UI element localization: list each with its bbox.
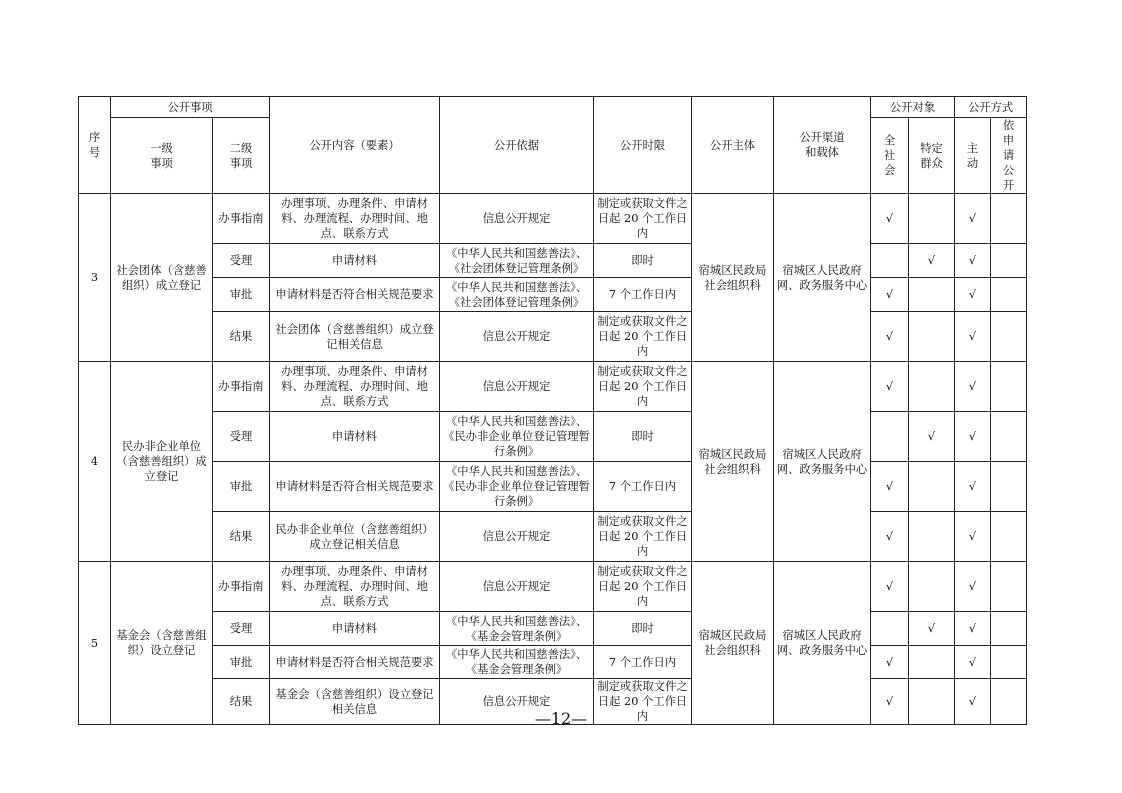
method-active-check: √ — [955, 612, 991, 646]
target-all-check: √ — [871, 679, 909, 725]
level2-item-cell: 结果 — [213, 512, 270, 562]
header-time-limit: 公开时限 — [594, 97, 692, 194]
table-row — [79, 512, 1082, 562]
table-row — [79, 194, 1082, 244]
content-cell: 办理事项、办理条件、申请材料、办理流程、办理时间、地点、联系方式 — [270, 194, 440, 244]
time-limit-cell: 即时 — [594, 244, 692, 278]
table-row — [79, 612, 1082, 646]
time-limit-cell: 即时 — [594, 412, 692, 462]
table-row — [79, 278, 1082, 312]
content-cell: 申请材料 — [270, 412, 440, 462]
target-specific-check — [909, 312, 955, 362]
time-limit-cell: 制定或获取文件之日起 20 个工作日内 — [594, 679, 692, 725]
target-specific-check: √ — [909, 412, 955, 462]
subject-cell: 宿城区民政局社会组织科 — [692, 194, 774, 362]
subject-cell: 宿城区民政局社会组织科 — [692, 362, 774, 562]
basis-cell: 信息公开规定 — [440, 562, 594, 612]
header-target: 公开对象 — [871, 97, 955, 118]
method-active-check: √ — [955, 312, 991, 362]
level2-item-cell: 审批 — [213, 278, 270, 312]
header-level1: 一级事项 — [111, 118, 213, 194]
target-specific-check — [909, 562, 955, 612]
target-all-check: √ — [871, 312, 909, 362]
header-subject: 公开主体 — [692, 97, 774, 194]
time-limit-cell: 即时 — [594, 612, 692, 646]
method-request-check — [991, 512, 1027, 562]
target-specific-check: √ — [909, 612, 955, 646]
header-method-active: 主动 — [955, 118, 991, 194]
method-active-check: √ — [955, 646, 991, 679]
basis-cell: 《中华人民共和国慈善法》、《社会团体登记管理条例》 — [440, 278, 594, 312]
seq-cell: 5 — [79, 562, 111, 725]
level2-item-cell: 结果 — [213, 679, 270, 725]
basis-cell: 《中华人民共和国慈善法》、《民办非企业单位登记管理暂行条例》 — [440, 412, 594, 462]
target-all-check: √ — [871, 278, 909, 312]
method-request-check — [991, 612, 1027, 646]
target-specific-check: √ — [909, 244, 955, 278]
target-specific-check — [909, 512, 955, 562]
method-request-check — [991, 562, 1027, 612]
table-row — [79, 646, 1082, 679]
level1-item-cell: 民办非企业单位（含慈善组织）成立登记 — [111, 362, 213, 562]
target-all-check — [871, 612, 909, 646]
target-all-check: √ — [871, 362, 909, 412]
table-row — [79, 462, 1082, 512]
method-request-check — [991, 312, 1027, 362]
method-active-check: √ — [955, 562, 991, 612]
level1-item-cell: 基金会（含慈善组织）设立登记 — [111, 562, 213, 725]
target-all-check — [871, 244, 909, 278]
method-request-check — [991, 362, 1027, 412]
basis-cell: 《中华人民共和国慈善法》、《基金会管理条例》 — [440, 612, 594, 646]
method-active-check: √ — [955, 194, 991, 244]
seq-cell: 4 — [79, 362, 111, 562]
table-row — [79, 362, 1082, 412]
target-specific-check — [909, 646, 955, 679]
level2-item-cell: 办事指南 — [213, 194, 270, 244]
channel-cell: 宿城区人民政府网、政务服务中心 — [774, 194, 871, 362]
content-cell: 基金会（含慈善组织）设立登记相关信息 — [270, 679, 440, 725]
method-active-check: √ — [955, 462, 991, 512]
subject-cell: 宿城区民政局社会组织科 — [692, 562, 774, 725]
target-all-check: √ — [871, 462, 909, 512]
method-active-check: √ — [955, 512, 991, 562]
content-cell: 办理事项、办理条件、申请材料、办理流程、办理时间、地点、联系方式 — [270, 362, 440, 412]
content-cell: 申请材料 — [270, 244, 440, 278]
content-cell: 办理事项、办理条件、申请材料、办理流程、办理时间、地点、联系方式 — [270, 562, 440, 612]
header-method-request: 依申请公开 — [991, 118, 1027, 194]
target-specific-check — [909, 462, 955, 512]
target-all-check: √ — [871, 194, 909, 244]
time-limit-cell: 制定或获取文件之日起 20 个工作日内 — [594, 194, 692, 244]
method-request-check — [991, 244, 1027, 278]
time-limit-cell: 7 个工作日内 — [594, 278, 692, 312]
basis-cell: 《中华人民共和国慈善法》、《民办非企业单位登记管理暂行条例》 — [440, 462, 594, 512]
method-active-check: √ — [955, 412, 991, 462]
target-all-check: √ — [871, 646, 909, 679]
basis-cell: 信息公开规定 — [440, 679, 594, 725]
header-channel: 公开渠道和载体 — [774, 97, 871, 194]
time-limit-cell: 7 个工作日内 — [594, 646, 692, 679]
header-method: 公开方式 — [955, 97, 1027, 118]
header-public-matter: 公开事项 — [111, 97, 270, 118]
table-row — [79, 562, 1082, 612]
level2-item-cell: 审批 — [213, 646, 270, 679]
basis-cell: 信息公开规定 — [440, 312, 594, 362]
header-content: 公开内容（要素） — [270, 97, 440, 194]
level2-item-cell: 受理 — [213, 612, 270, 646]
time-limit-cell: 制定或获取文件之日起 20 个工作日内 — [594, 512, 692, 562]
method-request-check — [991, 462, 1027, 512]
table-row — [79, 312, 1082, 362]
content-cell: 社会团体（含慈善组织）成立登记相关信息 — [270, 312, 440, 362]
target-all-check: √ — [871, 562, 909, 612]
basis-cell: 《中华人民共和国慈善法》、《社会团体登记管理条例》 — [440, 244, 594, 278]
header-target-specific: 特定群众 — [909, 118, 955, 194]
level2-item-cell: 受理 — [213, 244, 270, 278]
target-all-check: √ — [871, 512, 909, 562]
content-cell: 申请材料是否符合相关规范要求 — [270, 278, 440, 312]
page-number: —12— — [534, 709, 588, 728]
level2-item-cell: 结果 — [213, 312, 270, 362]
header-seq: 序号 — [79, 97, 111, 194]
method-active-check: √ — [955, 278, 991, 312]
basis-cell: 《中华人民共和国慈善法》、《基金会管理条例》 — [440, 646, 594, 679]
table-row — [79, 412, 1082, 462]
content-cell: 申请材料是否符合相关规范要求 — [270, 462, 440, 512]
target-specific-check — [909, 278, 955, 312]
level2-item-cell: 受理 — [213, 412, 270, 462]
channel-cell: 宿城区人民政府网、政务服务中心 — [774, 562, 871, 725]
header-basis: 公开依据 — [440, 97, 594, 194]
channel-cell: 宿城区人民政府网、政务服务中心 — [774, 362, 871, 562]
basis-cell: 信息公开规定 — [440, 194, 594, 244]
method-request-check — [991, 412, 1027, 462]
basis-cell: 信息公开规定 — [440, 512, 594, 562]
level2-item-cell: 办事指南 — [213, 562, 270, 612]
time-limit-cell: 制定或获取文件之日起 20 个工作日内 — [594, 312, 692, 362]
content-cell: 民办非企业单位（含慈善组织）成立登记相关信息 — [270, 512, 440, 562]
content-cell: 申请材料 — [270, 612, 440, 646]
time-limit-cell: 制定或获取文件之日起 20 个工作日内 — [594, 562, 692, 612]
header-target-all: 全社会 — [871, 118, 909, 194]
method-active-check: √ — [955, 362, 991, 412]
disclosure-table — [78, 96, 1082, 725]
method-active-check: √ — [955, 679, 991, 725]
level2-item-cell: 办事指南 — [213, 362, 270, 412]
target-specific-check — [909, 362, 955, 412]
method-request-check — [991, 646, 1027, 679]
seq-cell: 3 — [79, 194, 111, 362]
method-active-check: √ — [955, 244, 991, 278]
method-request-check — [991, 194, 1027, 244]
method-request-check — [991, 278, 1027, 312]
table-row — [79, 244, 1082, 278]
basis-cell: 信息公开规定 — [440, 362, 594, 412]
time-limit-cell: 制定或获取文件之日起 20 个工作日内 — [594, 362, 692, 412]
level2-item-cell: 审批 — [213, 462, 270, 512]
target-all-check — [871, 412, 909, 462]
target-specific-check — [909, 194, 955, 244]
content-cell: 申请材料是否符合相关规范要求 — [270, 646, 440, 679]
level1-item-cell: 社会团体（含慈善组织）成立登记 — [111, 194, 213, 362]
header-level2: 二级事项 — [213, 118, 270, 194]
time-limit-cell: 7 个工作日内 — [594, 462, 692, 512]
